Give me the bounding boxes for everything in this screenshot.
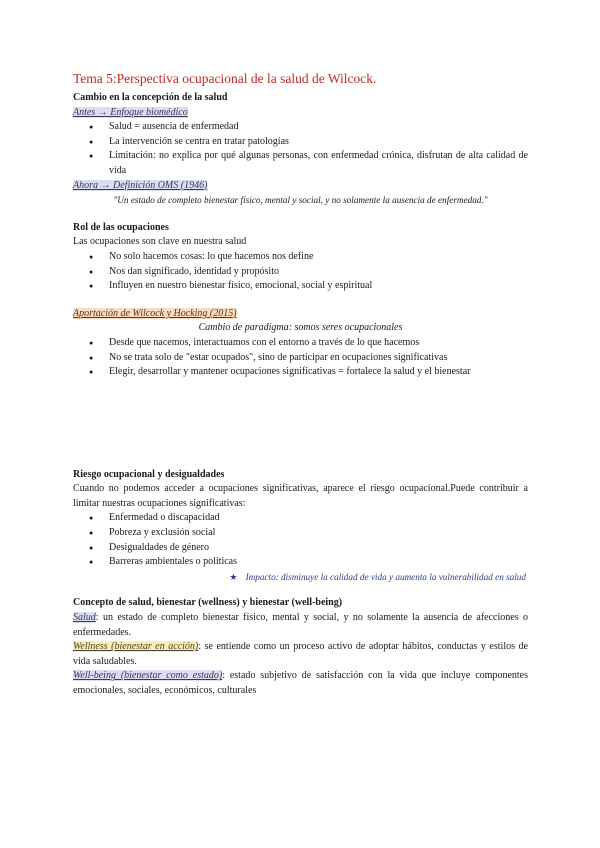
bullet-list-paradigm bbox=[73, 336, 528, 380]
term-wellness: Wellness (bienestar en acción) bbox=[73, 641, 199, 653]
definition-salud bbox=[73, 611, 528, 640]
oms-quote: "Un estado de completo bienestar físico, mental y social, y no solamente la ausencia de enfermedad." bbox=[113, 195, 488, 206]
occupations-intro: Las ocupaciones son clave en nuestra salud bbox=[73, 236, 247, 248]
star-icon: ★ bbox=[229, 571, 238, 582]
section-heading-wellness: Concepto de salud, bienestar (wellness) y bienestar (well-being) bbox=[73, 597, 343, 609]
def-salud: : un estado de completo bienestar físico, mental y social, y no solamente la ausencia de afecciones o enfermedades. bbox=[73, 612, 528, 638]
label-antes: Antes → Enfoque biomédico bbox=[73, 106, 188, 118]
list-item: ● Salud = ausencia de enfermedad bbox=[109, 120, 528, 135]
list-item: ● Limitación: no explica por qué algunas personas, con enfermedad crónica, disfrutan de alta calidad de vida bbox=[109, 149, 528, 178]
bullet-list-risk bbox=[73, 511, 528, 569]
list-item: ● No se trata solo de "estar ocupados", sino de participar en ocupaciones significativas bbox=[109, 351, 528, 366]
list-item: ● No solo hacemos cosas: lo que hacemos nos define bbox=[109, 250, 528, 265]
list-item: ● La intervención se centra en tratar patologías bbox=[109, 135, 528, 150]
definition-wellness bbox=[73, 640, 528, 669]
def-wellness: : se entiende como un proceso activo de adoptar hábitos, conductas y estilos de vida saludables. bbox=[73, 641, 528, 667]
list-item: ● Desde que nacemos, interactuamos con el entorno a través de lo que hacemos bbox=[109, 336, 528, 351]
page-title: Tema 5:Perspectiva ocupacional de la salud de Wilcock. bbox=[73, 71, 377, 86]
impact-note bbox=[73, 570, 528, 585]
section-heading-health-concept: Cambio en la concepción de la salud bbox=[73, 92, 228, 103]
label-wilcock-hocking: Aportación de Wilcock y Hocking (2015) bbox=[73, 307, 237, 319]
bullet-list-antes bbox=[73, 120, 528, 178]
list-item: ● Enfermedad o discapacidad bbox=[109, 511, 528, 526]
impact-text: Impacto: disminuye la calidad de vida y aumenta la vulnerabilidad en salud bbox=[245, 571, 526, 582]
list-item: ● Influyen en nuestro bienestar físico, emocional, social y espiritual bbox=[109, 279, 528, 294]
term-salud: Salud bbox=[73, 612, 96, 624]
label-ahora: Ahora → Definición OMS (1946) bbox=[73, 179, 208, 191]
bullet-list-occupations bbox=[73, 250, 528, 294]
term-wellbeing: Well-being (bienestar como estado) bbox=[73, 670, 223, 682]
list-item: ● Desigualdades de género bbox=[109, 541, 528, 556]
section-heading-risk: Riesgo ocupacional y desigualdades bbox=[73, 468, 225, 480]
list-item: ● Elegir, desarrollar y mantener ocupaciones significativas = fortalece la salud y el bienestar bbox=[109, 365, 528, 380]
paradigm-subtitle: Cambio de paradigma: somos seres ocupacionales bbox=[198, 322, 403, 334]
document-page bbox=[73, 70, 528, 699]
def-wellbeing: : estado subjetivo de satisfacción con la vida que incluye componentes emocionales, sociales, económicos, culturales bbox=[73, 670, 528, 696]
risk-intro: Cuando no podemos acceder a ocupaciones significativas, aparece el riesgo ocupacional.Puede contribuir a limitar nuestras ocupaciones significativas: bbox=[73, 483, 528, 509]
list-item: ● Nos dan significado, identidad y propósito bbox=[109, 265, 528, 280]
section-heading-occupations: Rol de las ocupaciones bbox=[73, 221, 169, 233]
list-item: ● Pobreza y exclusión social bbox=[109, 526, 528, 541]
definition-wellbeing bbox=[73, 669, 528, 698]
list-item: ● Barreras ambientales o políticas bbox=[109, 555, 528, 570]
